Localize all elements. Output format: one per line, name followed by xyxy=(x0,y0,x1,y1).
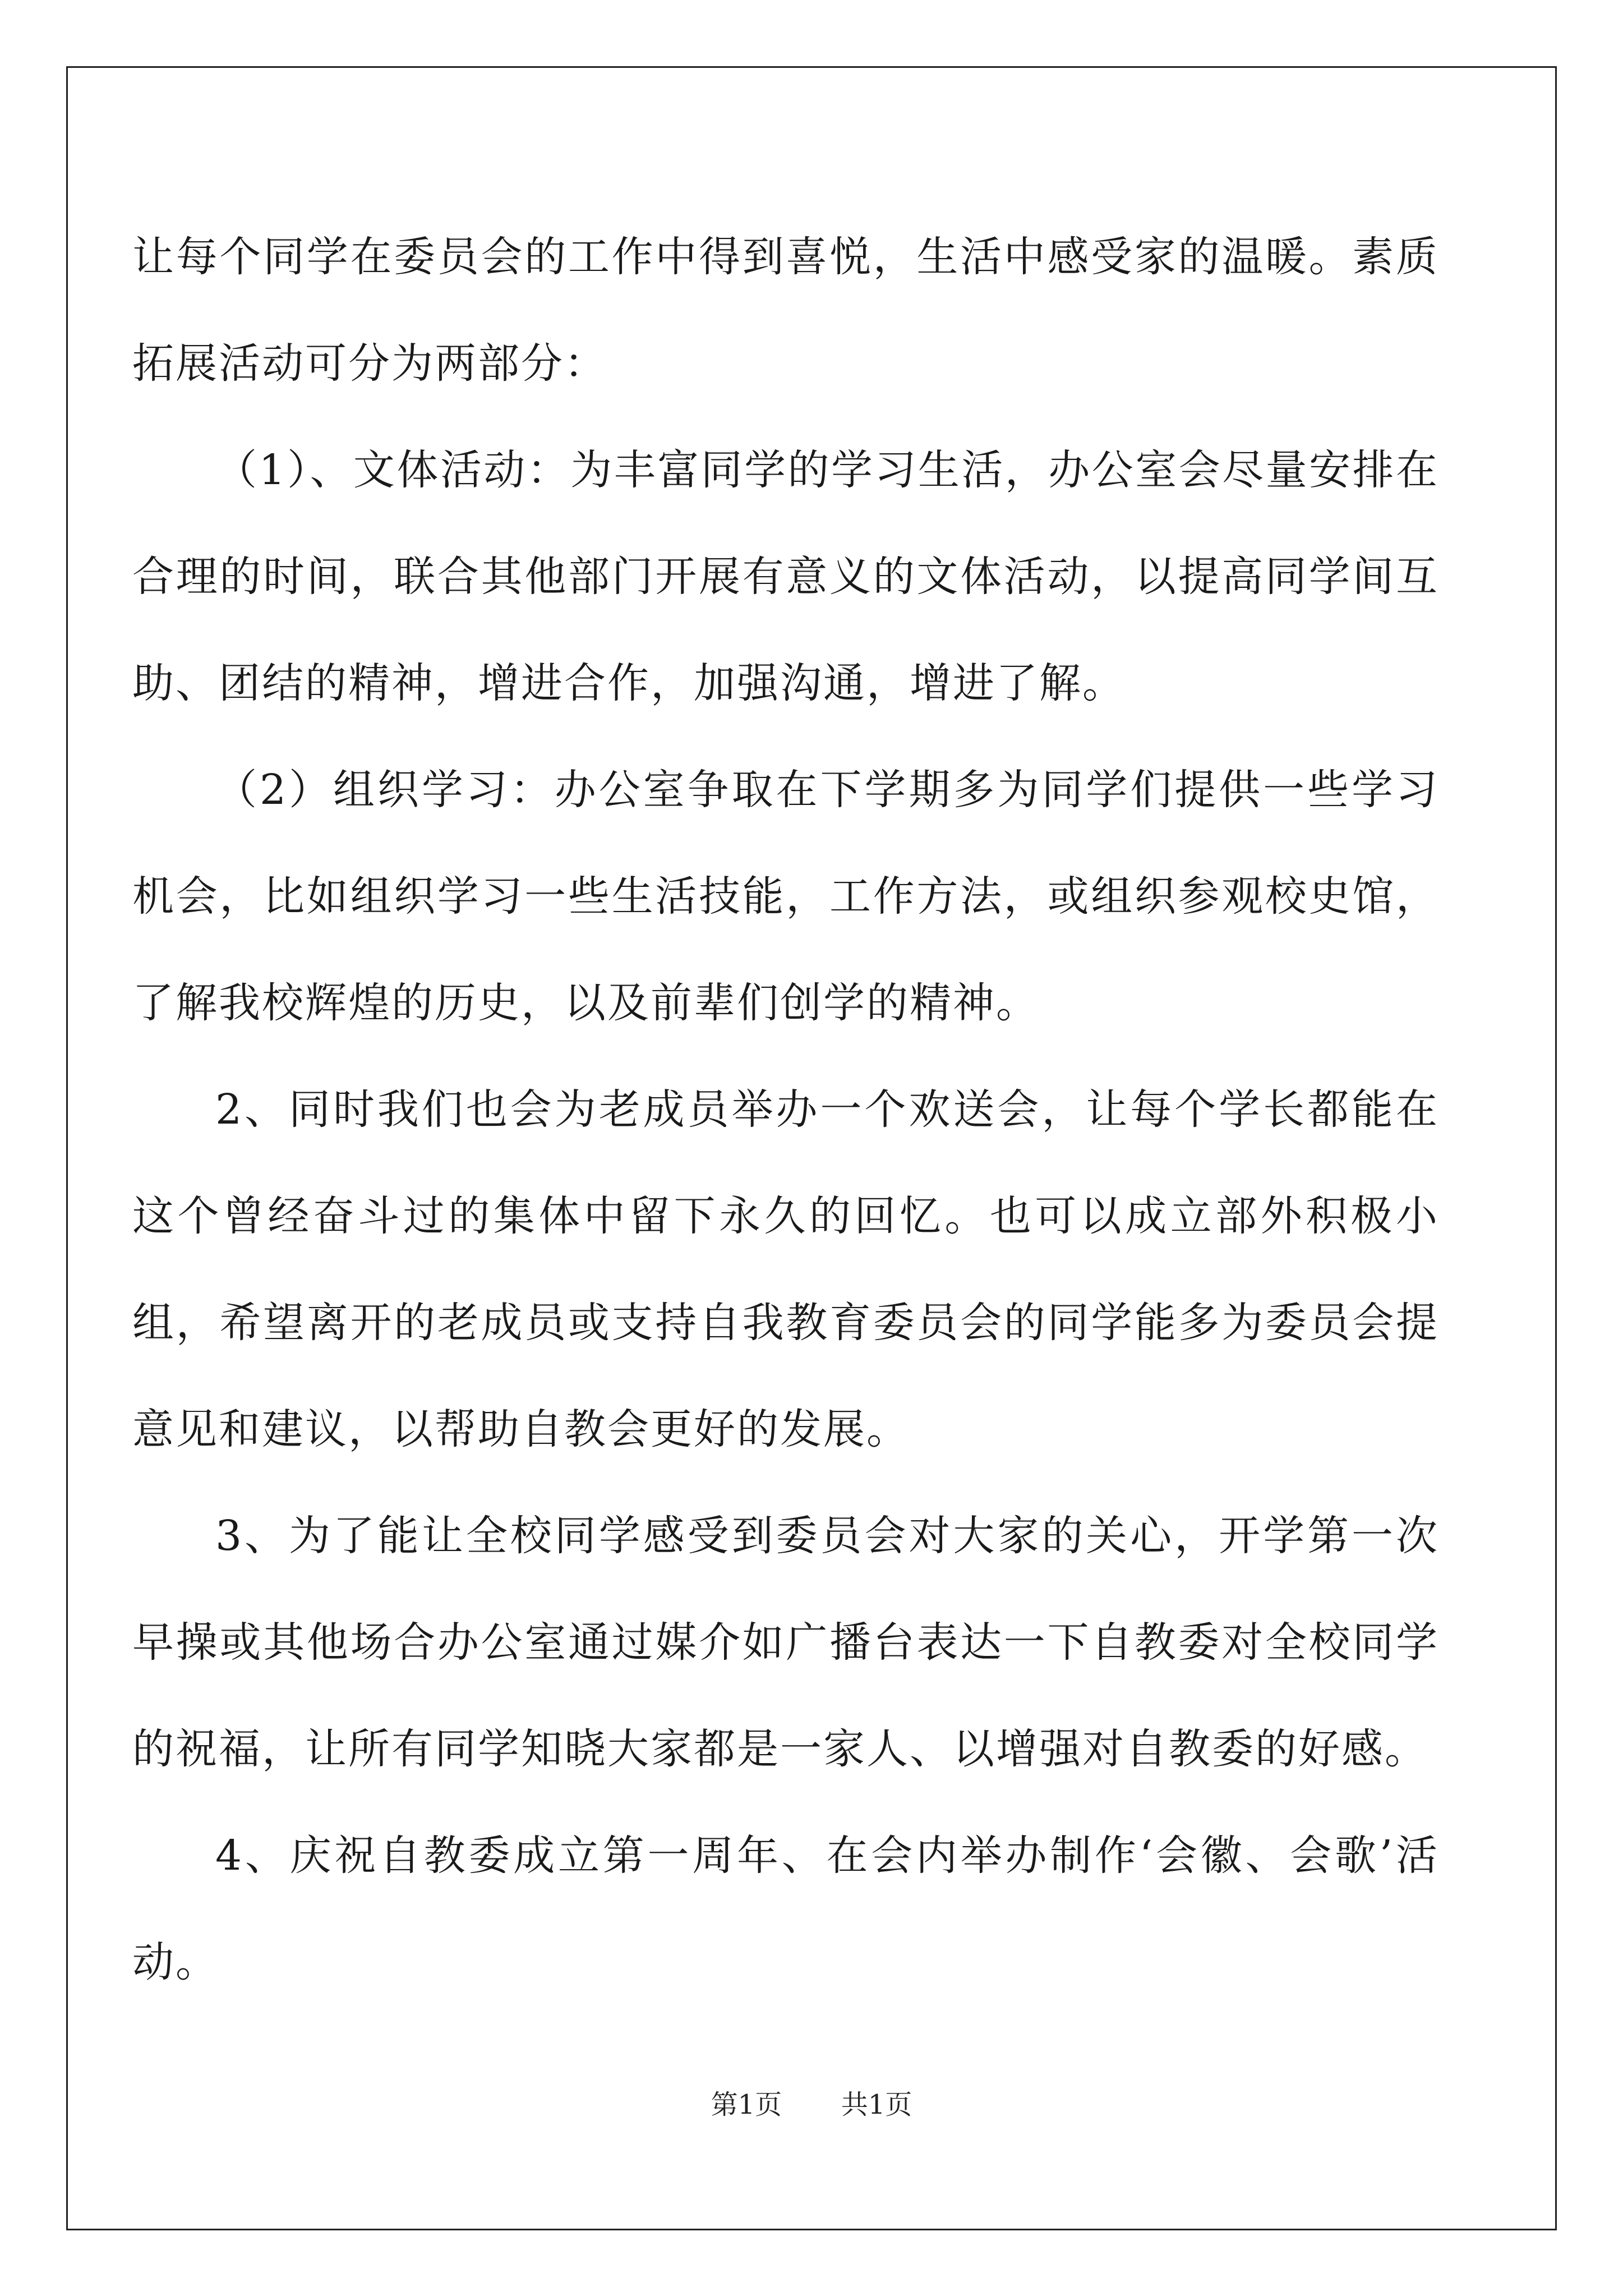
page-footer xyxy=(0,2088,1623,2122)
paragraph-5: 3、为了能让全校同学感受到委员会对大家的关心，开学第一次早操或其他场合办公室通过媒介如广播台表达一下自教委对全校同学的祝福，让所有同学知晓大家都是一家人、以增强对自教委的好感。 xyxy=(132,1512,1439,1773)
paragraph-4: 2、同时我们也会为老成员举办一个欢送会，让每个学长都能在这个曾经奋斗过的集体中留下永久的回忆。也可以成立部外积极小组，希望离开的老成员或支持自我教育委员会的同学能多为委员会提意见和建议，以帮助自教会更好的发展。 xyxy=(132,1085,1439,1453)
paragraph-6: 4、庆祝自教委成立第一周年、在会内举办制作‘会徽、会歌’活动。 xyxy=(132,1832,1439,1986)
paragraph-3: （2）组织学习：办公室争取在下学期多为同学们提供一些学习机会，比如组织学习一些生活技能，工作方法，或组织参观校史馆，了解我校辉煌的历史，以及前辈们创学的精神。 xyxy=(132,766,1439,1027)
paragraph-2: （1）、文体活动：为丰富同学的学习生活，办公室会尽量安排在合理的时间，联合其他部门开展有意义的文体活动，以提高同学间互助、团结的精神，增进合作，加强沟通，增进了解。 xyxy=(132,446,1439,707)
document-body xyxy=(132,204,1439,2016)
page-number: 第1页 xyxy=(711,2089,782,2120)
paragraph-1: 让每个同学在委员会的工作中得到喜悦，生活中感受家的温暖。素质拓展活动可分为两部分： xyxy=(132,233,1439,388)
page-total: 共1页 xyxy=(841,2089,912,2120)
